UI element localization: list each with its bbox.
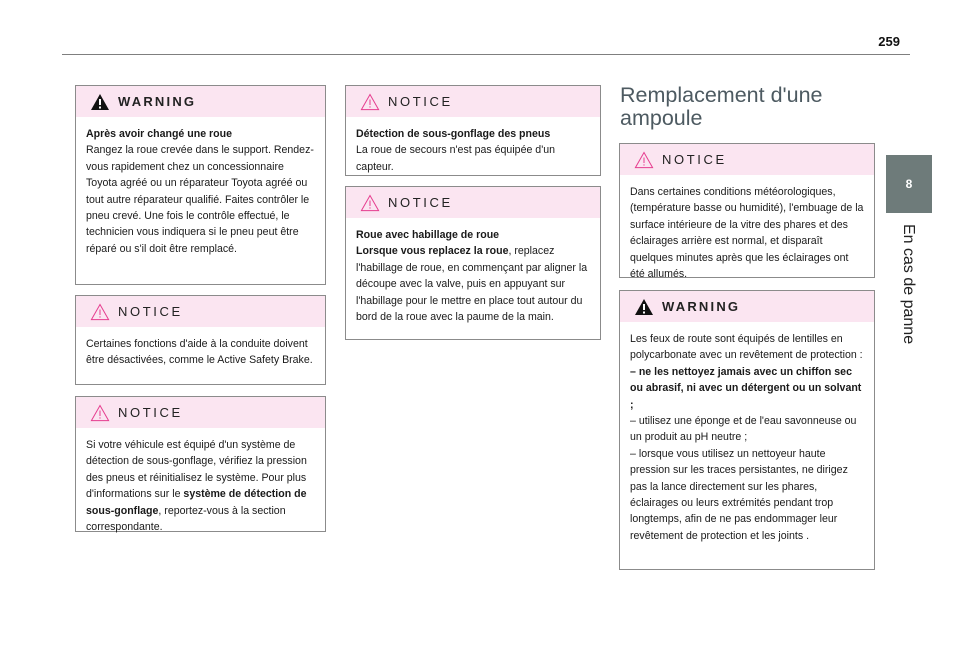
- notice-text-end: , reportez-vous à la section correspondante.: [86, 504, 286, 534]
- chapter-label: [868, 224, 948, 344]
- section-heading: Remplacement d'une ampoule: [620, 83, 823, 130]
- chapter-tab[interactable]: [886, 155, 932, 213]
- chapter-number: 8: [905, 177, 913, 191]
- warning-box-header: [620, 291, 874, 322]
- notice-box-header: [346, 86, 600, 117]
- warning-title: WARNING: [662, 299, 741, 314]
- notice-bold-text: système de détection de sous-gonflage: [86, 488, 307, 517]
- notice-box-spare-sensor: [345, 85, 601, 176]
- notice-box-header: [620, 144, 874, 175]
- notice-text: Si votre véhicule est équipé d'un système de détection de sous-gonflage, vérifiez la pression des pneus et réinitialisez le système. Pour plus d'informations sur le: [86, 439, 307, 501]
- warning-item: – lorsque vous utilisez un nettoyeur haute pression sur les traces persistantes, ne dirigez pas la lance directement sur les phares, éclairages ou leurs extrémités pendant trop longtemps, afin de ne pas endommager leur revêtement de protection et les joints .: [630, 447, 848, 542]
- notice-title: NOTICE: [388, 94, 453, 109]
- notice-box-body: [620, 175, 874, 290]
- chapter-label-text: En cas de panne: [900, 224, 917, 345]
- warning-triangle-icon: [634, 298, 654, 316]
- notice-box-header: [76, 397, 325, 428]
- warning-box-body: [76, 117, 325, 265]
- warning-box-header: [76, 86, 325, 117]
- notice-heading: Roue avec habillage de roue: [356, 229, 500, 241]
- notice-box-body: [76, 428, 325, 543]
- notice-triangle-icon: [634, 151, 654, 169]
- notice-box-tpms: [75, 396, 326, 532]
- notice-triangle-icon: [360, 93, 380, 111]
- notice-bold-text: Lorsque vous replacez la roue: [356, 245, 509, 258]
- warning-box-headlamp-cleaning: [619, 290, 875, 570]
- warning-title: WARNING: [118, 94, 197, 109]
- notice-triangle-icon: [360, 194, 380, 212]
- warning-text: Rangez la roue crevée dans le support. Rendez-vous rapidement chez un concessionnaire Toyota agréé ou un réparateur Toyota agréé ou tout autre réparateur qualifié. Faites contrôler le pneu crevé. Une fois le contrôle effectué, le technicien vous indiquera si le pneu peut être réparé ou s'il doit être remplacé.: [86, 144, 314, 255]
- notice-box-body: [346, 117, 600, 183]
- warning-item-bold: – ne les nettoyez jamais avec un chiffon sec ou abrasif, ni avec un détergent ou un solvant ;: [630, 365, 862, 411]
- page-number: 259: [878, 34, 900, 49]
- warning-heading: Après avoir changé une roue: [86, 128, 233, 140]
- notice-box-body: [76, 327, 325, 377]
- warning-item: – utilisez une éponge et de l'eau savonneuse ou un produit au pH neutre ;: [630, 415, 857, 444]
- notice-text: La roue de secours n'est pas équipée d'un capteur.: [356, 144, 555, 173]
- notice-title: NOTICE: [118, 405, 183, 420]
- notice-box-driving-aids: [75, 295, 326, 385]
- notice-triangle-icon: [90, 404, 110, 422]
- top-rule: [62, 54, 910, 55]
- notice-box-header: [76, 296, 325, 327]
- warning-intro: Les feux de route sont équipés de lentilles en polycarbonate avec un revêtement de protection :: [630, 333, 863, 362]
- notice-box-header: [346, 187, 600, 218]
- notice-text: Certaines fonctions d'aide à la conduite doivent être désactivées, comme le Active Safety Brake.: [86, 338, 313, 367]
- notice-title: NOTICE: [662, 152, 727, 167]
- notice-text: , replacez l'habillage de roue, en commençant par aligner la découpe avec la valve, puis en appuyant sur l'habillage pour le mettre en place tout autour du bord de la roue avec la paume de la main.: [356, 245, 588, 324]
- warning-box-wheel-change: [75, 85, 326, 285]
- notice-title: NOTICE: [388, 195, 453, 210]
- notice-title: NOTICE: [118, 304, 183, 319]
- notice-box-body: [346, 218, 600, 333]
- notice-box-condensation: [619, 143, 875, 281]
- notice-text: Dans certaines conditions météorologiques, (température basse ou humidité), l'embuage de la surface intérieure de la vitre des phares et des éclairages arrière est normal, et disparaît quelques minutes après que les éclairages ont été allumés.: [630, 186, 864, 281]
- warning-triangle-icon: [90, 93, 110, 111]
- notice-heading: Détection de sous-gonflage des pneus: [356, 128, 551, 140]
- notice-triangle-icon: [90, 303, 110, 321]
- warning-box-body: [620, 322, 874, 552]
- notice-box-wheel-trim: [345, 186, 601, 340]
